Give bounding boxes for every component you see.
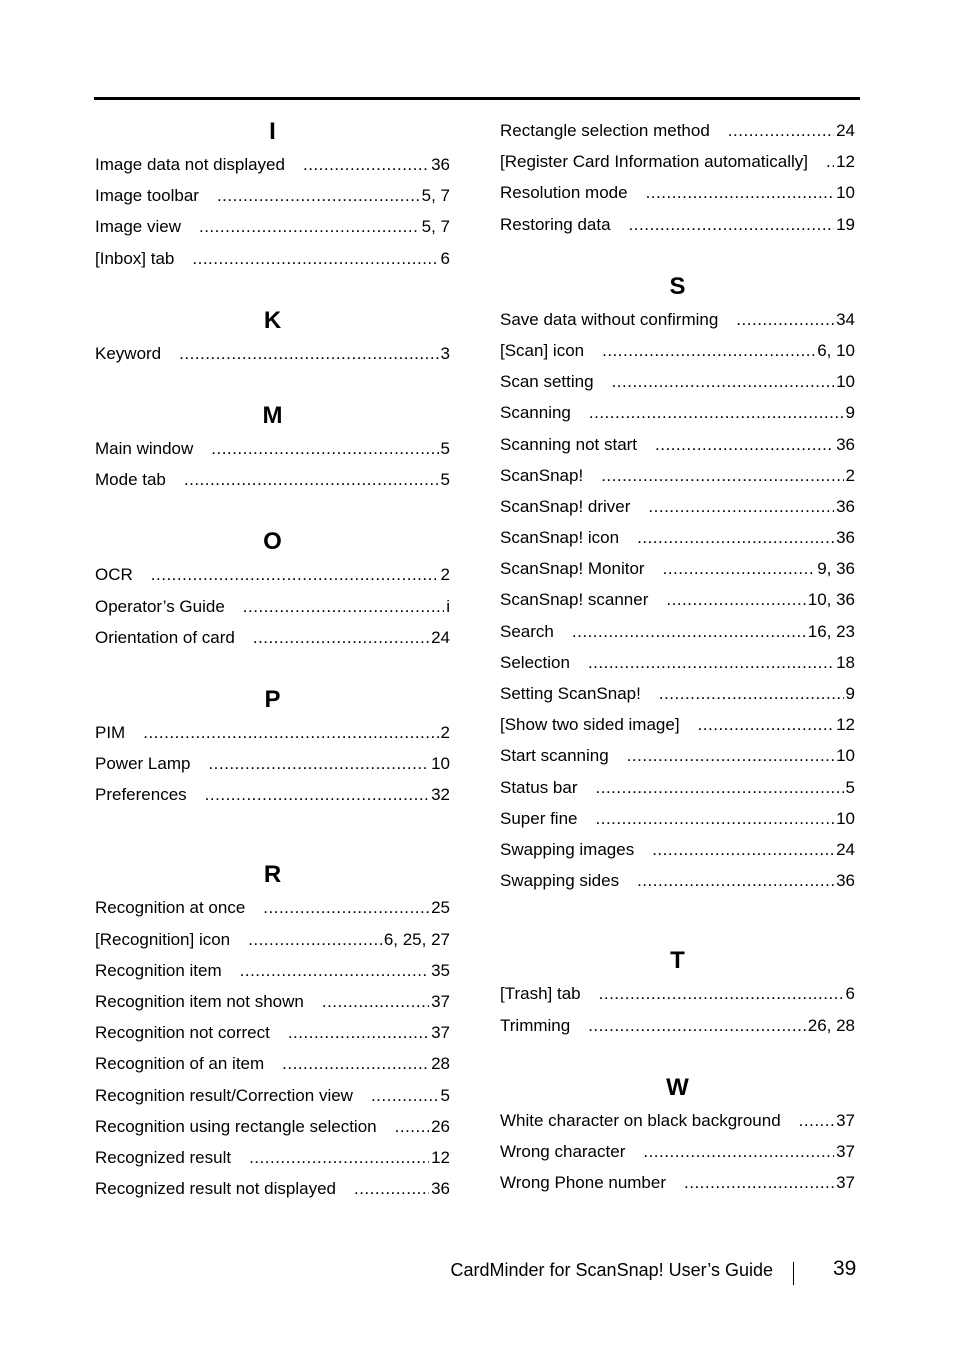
entry-page: 5, 7 [421,217,450,237]
entry-page: 24 [836,121,855,140]
entry-page: 37 [431,992,450,1011]
entry-term: ScanSnap! scanner [500,590,649,610]
entry-page: 10 [836,183,855,203]
index-entry [500,616,855,647]
entry-term: [Scan] icon [500,340,585,360]
entry-page: 36 [836,871,855,891]
entry-page: i [446,596,450,616]
index-entry [95,1142,450,1173]
entry-term: OCR [95,565,133,585]
entry-page: 36 [431,155,450,174]
entry-term: [Show two sided image] [500,715,680,735]
entry-page: 2 [440,722,450,742]
entry-term: Start scanning [500,746,609,766]
entry-page: 12 [836,715,855,735]
entry-page: 37 [836,1173,855,1193]
index-entry [500,460,855,491]
entry-term: Operator’s Guide [95,596,225,616]
entry-term: Resolution mode [500,183,628,203]
entry-page: 9 [845,684,855,703]
index-entry [500,1010,855,1041]
leader-dots [395,1111,429,1142]
leader-dots [663,553,816,584]
index-entry [95,149,450,180]
entry-page: 2 [845,465,855,485]
entry-page: 6 [440,248,450,268]
index-entry [500,803,855,834]
index-entry [500,177,855,208]
leader-dots [637,865,834,896]
entry-term: ScanSnap! Monitor [500,559,645,579]
entry-page: 5 [845,777,855,797]
leader-dots [240,955,429,986]
entry-page: 26, 28 [807,1015,855,1035]
leader-dots [643,1136,834,1167]
index-entry [95,559,450,590]
index-entry [500,209,855,240]
index-column-right [500,115,855,1198]
leader-dots [684,1167,834,1198]
leader-dots [666,584,805,615]
entry-term: Scan setting [500,372,594,392]
entry-term: Orientation of card [95,627,235,647]
index-entry [95,1080,450,1111]
index-entry [500,865,855,896]
section-letter-t: T [670,947,685,975]
index-entry [500,647,855,678]
entry-term: Rectangle selection method [500,121,710,140]
entry-page: 12 [836,152,855,172]
leader-dots [143,717,438,748]
entry-page: 2 [440,565,450,585]
entry-page: 6 [845,984,855,1004]
entry-term: Image view [95,217,181,237]
leader-dots [728,115,834,146]
index-entry [500,115,855,146]
index-entry [500,304,855,335]
entry-page: 5 [440,1085,450,1105]
leader-dots [211,433,438,464]
entry-page: 5, 7 [421,186,450,206]
entry-term: Swapping sides [500,871,620,891]
entry-term: Recognition of an item [95,1054,265,1074]
leader-dots [248,924,382,955]
leader-dots [354,1173,429,1204]
entry-term: Trimming [500,1015,571,1035]
entry-term: Search [500,621,554,641]
leader-dots [253,622,429,653]
entry-term: PIM [95,722,126,742]
entry-term: Scanning not start [500,434,638,454]
index-entry [95,955,450,986]
index-entry [500,335,855,366]
leader-dots [572,616,806,647]
leader-dots [659,678,844,709]
section-letter-i: I [269,118,276,145]
leader-dots [627,740,834,771]
leader-dots [371,1080,439,1111]
leader-dots [646,177,835,208]
section-gap [500,1041,855,1071]
entry-term: Selection [500,652,570,672]
top-rule [94,97,860,100]
index-entry [500,678,855,709]
entry-page: 36 [836,496,855,516]
index-entry [95,717,450,748]
entry-page: 36 [836,528,855,548]
entry-term: Image data not displayed [95,155,285,174]
leader-dots [629,209,835,240]
entry-page: 32 [431,785,450,805]
leader-dots [263,892,429,923]
entry-term: Recognition not correct [95,1023,270,1043]
leader-dots [799,1105,834,1136]
entry-page: 10 [836,372,855,392]
entry-page: 36 [836,434,855,454]
index-entry [95,433,450,464]
entry-page: 5 [440,438,450,458]
entry-term: ScanSnap! icon [500,528,620,548]
leader-dots [596,803,835,834]
entry-page: 10 [836,746,855,766]
section-letter-p: P [264,685,281,713]
entry-term: [Trash] tab [500,984,581,1004]
index-entry [95,211,450,242]
entry-page: 35 [431,960,450,980]
entry-page: 28 [431,1054,450,1074]
leader-dots [217,180,420,211]
index-entry [500,522,855,553]
entry-page: 9 [845,403,855,423]
section-gap [95,369,450,399]
leader-dots [589,397,844,428]
entry-term: Recognized result [95,1147,232,1167]
index-entry [500,146,855,177]
index-entry [500,584,855,615]
entry-page: 37 [836,1110,855,1130]
leader-dots [192,243,438,274]
section-gap [500,896,855,944]
section-letter-r: R [263,861,282,889]
index-entry [95,748,450,779]
entry-page: 10 [836,808,855,828]
index-entry [95,779,450,810]
entry-page: 5 [440,470,450,490]
index-entry [500,553,855,584]
index-entry [95,591,450,622]
entry-page: 10, 36 [807,590,855,610]
entry-page: 18 [836,652,855,672]
leader-dots [249,1142,429,1173]
leader-dots [652,834,834,865]
entry-term: Image toolbar [95,186,199,206]
leader-dots [322,986,429,1017]
entry-page: 6, 25, 27 [383,929,450,949]
entry-term: ScanSnap! [500,465,584,485]
leader-dots [282,1048,429,1079]
section-letter-m: M [262,401,283,429]
entry-page: 26 [431,1116,450,1136]
entry-term: Recognition item not shown [95,992,304,1011]
leader-dots [655,429,834,460]
entry-term: Main window [95,438,194,458]
leader-dots [612,366,835,397]
entry-page: 12 [431,1147,450,1167]
entry-term: Restoring data [500,214,611,234]
index-entry [95,1111,450,1142]
entry-term: Recognition using rectangle selection [95,1116,377,1136]
entry-term: [Inbox] tab [95,248,175,268]
entry-page: 37 [836,1141,855,1161]
section-gap [95,653,450,683]
section-gap [95,810,450,858]
section-letter-o: O [263,528,282,556]
leader-dots [698,709,835,740]
entry-term: Setting ScanSnap! [500,684,641,703]
entry-term: Super fine [500,808,578,828]
entry-page: 34 [836,309,855,329]
entry-page: 3 [440,343,450,363]
leader-dots [588,1010,806,1041]
index-entry [500,740,855,771]
footer-title: CardMinder for ScanSnap! User’s Guide [450,1260,773,1280]
entry-term: Preferences [95,785,187,805]
leader-dots [826,146,834,177]
footer-divider [793,1262,794,1285]
leader-dots [596,772,844,803]
section-gap [500,240,855,270]
entry-term: Status bar [500,777,578,797]
entry-term: Swapping images [500,839,635,859]
section-letter-k: K [263,306,282,334]
leader-dots [599,978,844,1009]
entry-term: Recognition item [95,960,222,980]
entry-page: 24 [836,839,855,859]
entry-page: 10 [431,754,450,774]
leader-dots [179,338,438,369]
entry-term: Wrong Phone number [500,1173,667,1193]
entry-term: White character on black background [500,1110,781,1130]
index-entry [95,892,450,923]
entry-page: 25 [431,898,450,918]
entry-term: Recognized result not displayed [95,1179,336,1199]
entry-term: [Recognition] icon [95,929,231,949]
index-entry [95,243,450,274]
index-entry [95,180,450,211]
entry-term: Wrong character [500,1141,626,1161]
leader-dots [648,491,834,522]
section-letter-s: S [669,272,686,300]
entry-page: 16, 23 [807,621,855,641]
entry-page: 19 [836,214,855,234]
section-letter-w: W [666,1073,689,1101]
leader-dots [184,464,439,495]
index-entry [500,1167,855,1198]
entry-page: 9, 36 [817,559,855,579]
page-number: 39 [833,1257,857,1280]
index-entry [500,366,855,397]
entry-term: Mode tab [95,470,166,490]
entry-term: Recognition result/Correction view [95,1085,353,1105]
leader-dots [205,779,429,810]
index-entry [500,1105,855,1136]
index-entry [95,1048,450,1079]
index-entry [500,429,855,460]
leader-dots [303,149,429,180]
index-column-left [95,115,450,1204]
entry-term: [Register Card Information automatically] [500,152,809,172]
entry-term: Recognition at once [95,898,246,918]
section-gap [95,495,450,525]
index-entry [500,978,855,1009]
index-entry [500,491,855,522]
leader-dots [243,591,444,622]
index-entry [95,1017,450,1048]
entry-term: Keyword [95,343,162,363]
entry-term: Scanning [500,403,571,423]
index-entry [500,1136,855,1167]
index-entry [95,1173,450,1204]
index-entry [95,622,450,653]
leader-dots [288,1017,429,1048]
entry-page: 6, 10 [817,340,855,360]
index-entry [500,709,855,740]
index-entry [95,464,450,495]
entry-page: 36 [431,1179,450,1199]
leader-dots [199,211,420,242]
leader-dots [637,522,834,553]
index-entry [95,338,450,369]
leader-dots [602,335,815,366]
index-entry [95,924,450,955]
leader-dots [601,460,843,491]
index-entry [500,397,855,428]
entry-page: 24 [431,627,450,647]
index-entry [500,834,855,865]
entry-term: Save data without confirming [500,309,719,329]
leader-dots [736,304,834,335]
leader-dots [208,748,429,779]
entry-term: Power Lamp [95,754,191,774]
index-entry [95,986,450,1017]
entry-term: ScanSnap! driver [500,496,631,516]
entry-page: 37 [431,1023,450,1043]
leader-dots [151,559,439,590]
index-entry [500,772,855,803]
section-gap [95,274,450,304]
leader-dots [588,647,834,678]
